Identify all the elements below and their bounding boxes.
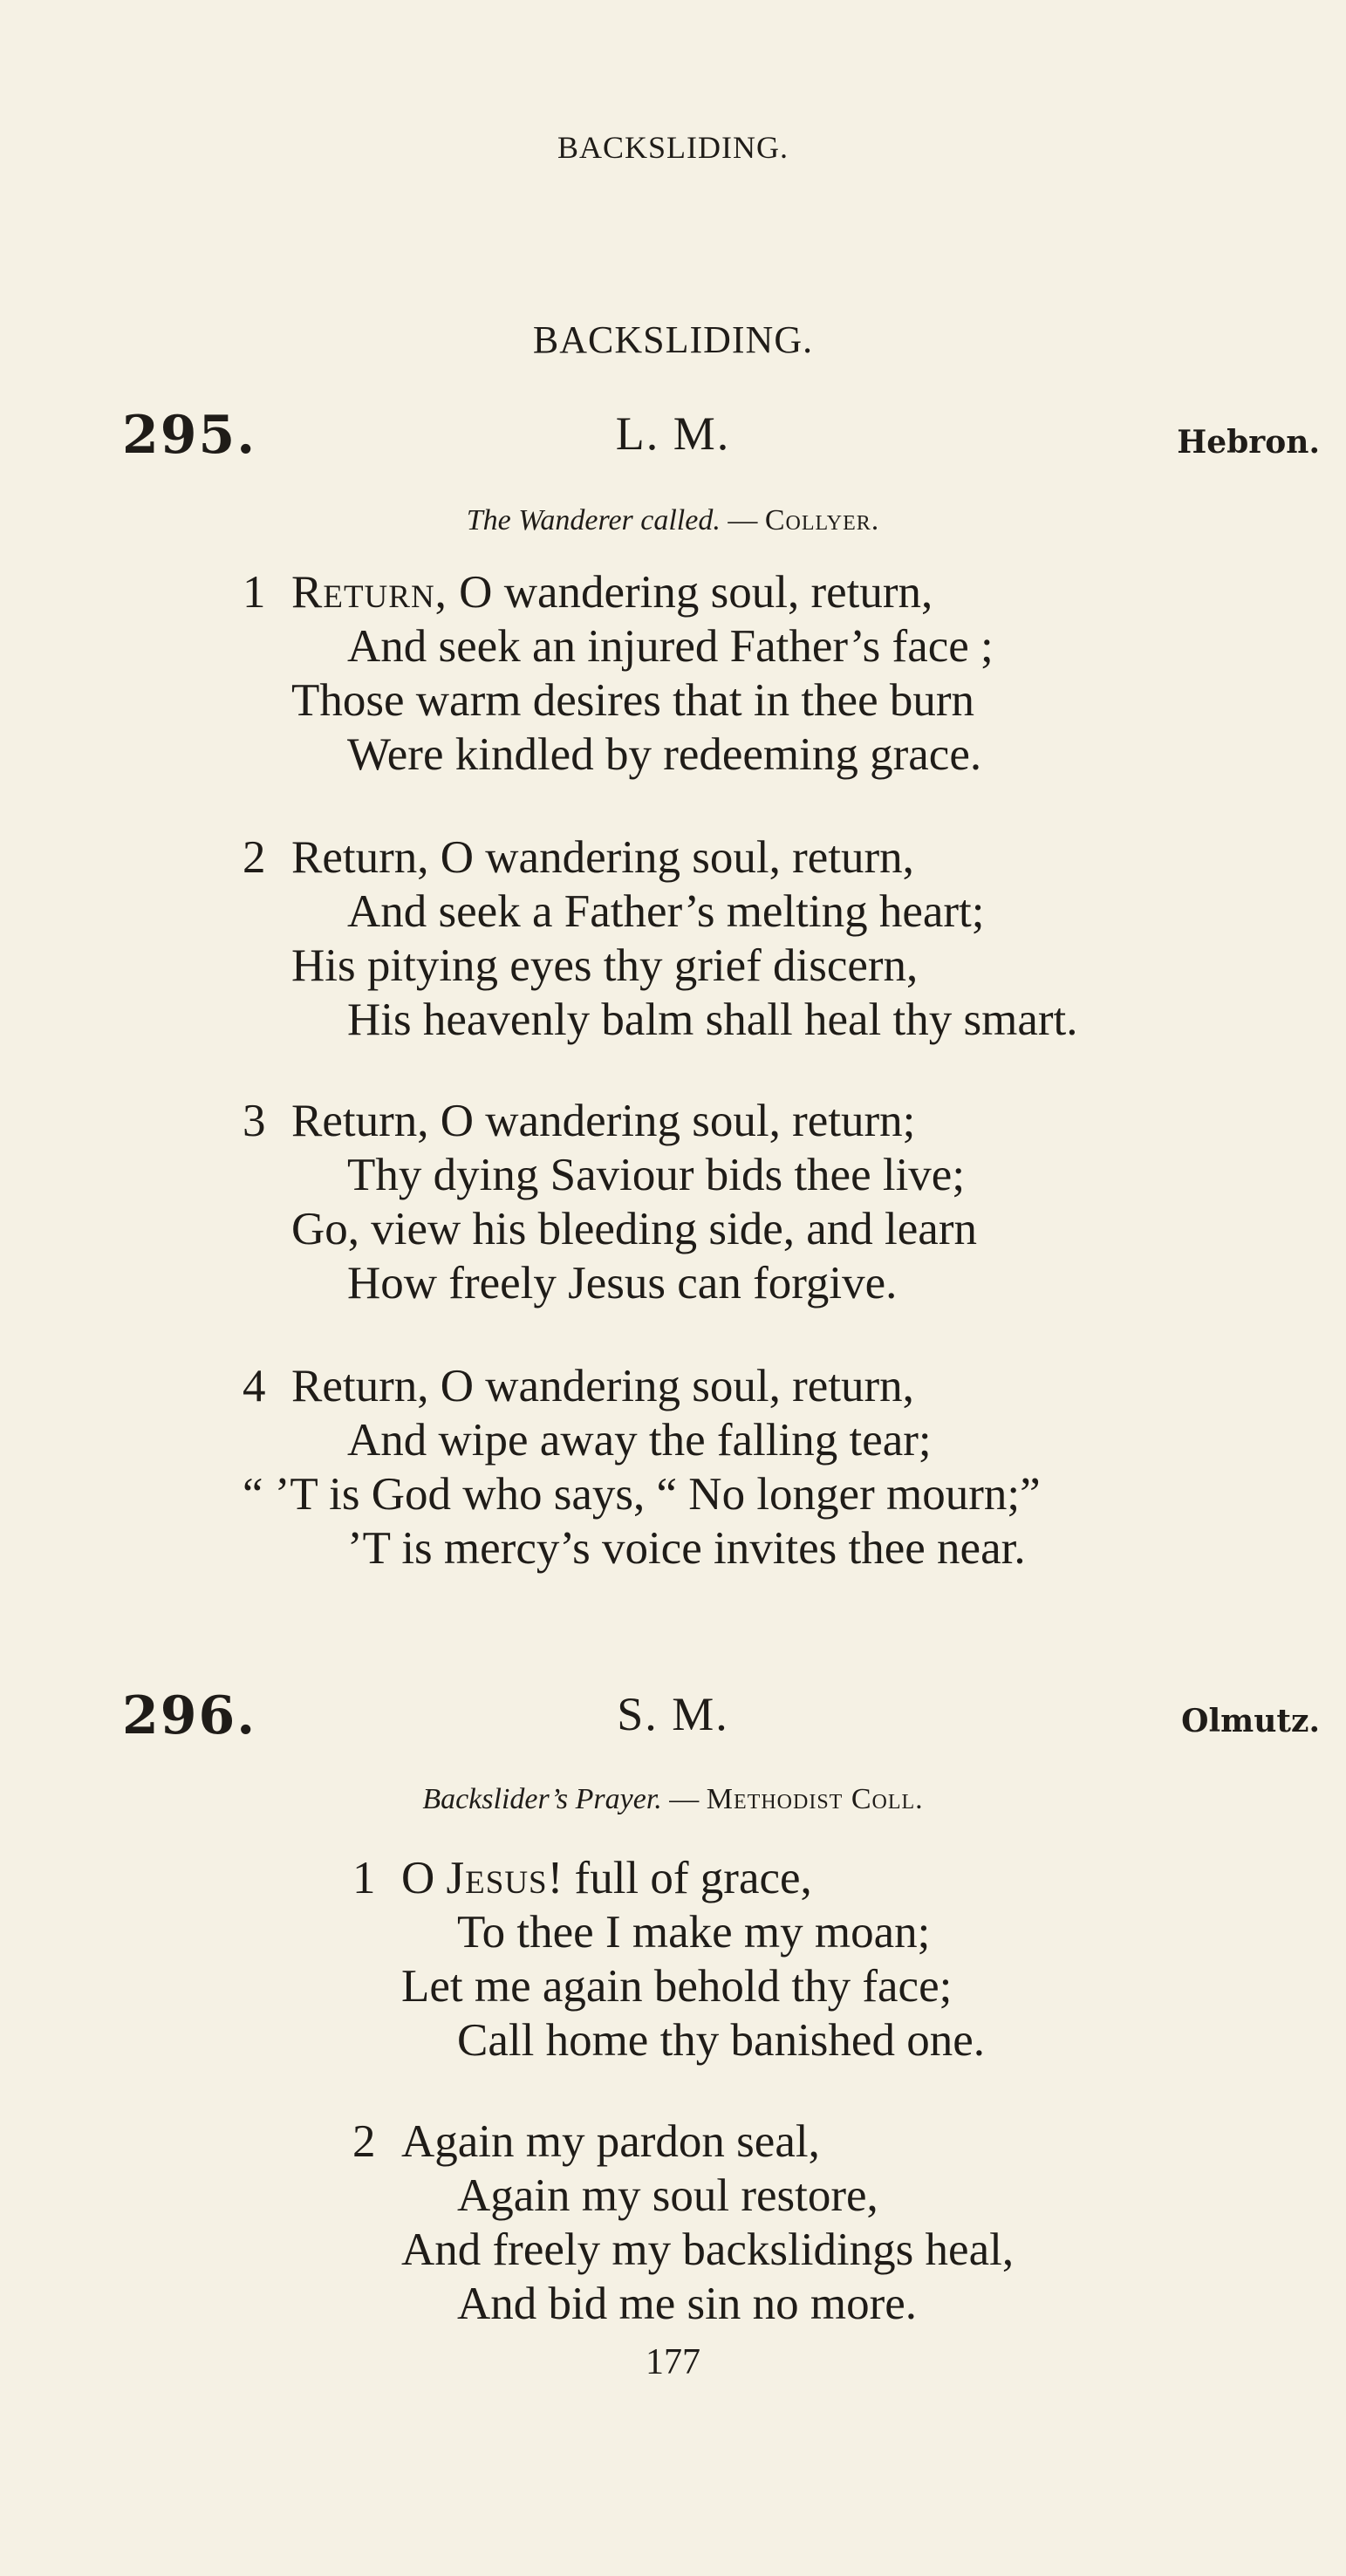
stanza-line-text: Return, O wandering soul, return;: [291, 1096, 916, 1146]
stanza-line: “ ’T is God who says, “ No longer mourn;”: [243, 1469, 1041, 1520]
stanza-line: [243, 1359, 1041, 1413]
stanza-line-text: O wandering soul, return,: [447, 567, 933, 618]
stanza: [352, 2115, 1015, 2331]
stanza-line: Let me again behold thy face;: [401, 1961, 953, 2012]
subtitle-dash: —: [720, 504, 765, 536]
stanza-first-word: Return,: [291, 567, 448, 618]
hymn-author: Methodist Coll.: [706, 1783, 924, 1815]
stanza-line: [243, 565, 994, 619]
stanza-line-text: Again my pardon seal,: [401, 2116, 820, 2167]
hymn-title: The Wanderer called.: [466, 504, 721, 536]
stanza: [352, 1851, 985, 2067]
stanza-number: 2: [352, 2116, 376, 2167]
stanza-number: 3: [243, 1096, 266, 1146]
hymn-meter: S. M.: [617, 1688, 729, 1740]
stanza-line: [243, 1094, 977, 1148]
stanza-line-text: Return, O wandering soul, return,: [291, 1361, 914, 1411]
stanza-line: How freely Jesus can forgive.: [347, 1258, 898, 1308]
hymn-title: Backslider’s Prayer.: [422, 1783, 662, 1815]
stanza-line: And bid me sin no more.: [457, 2279, 917, 2329]
stanza-line: Go, view his bleeding side, and learn: [291, 1204, 977, 1254]
stanza-line: And seek an injured Father’s face ;: [347, 621, 994, 672]
stanza-line: And wipe away the falling tear;: [347, 1415, 932, 1466]
stanza: [243, 1359, 1041, 1575]
stanza-line: Were kindled by redeeming grace.: [347, 729, 982, 780]
stanza-line: His pitying eyes thy grief discern,: [291, 940, 919, 991]
stanza: [243, 1094, 977, 1310]
stanza-line: Thy dying Saviour bids thee live;: [347, 1150, 966, 1200]
hymn-subtitle: [0, 1783, 1346, 1816]
stanza-number: 2: [243, 832, 266, 883]
stanza-line: And freely my backslidings heal,: [401, 2224, 1015, 2275]
stanza: [243, 830, 1078, 1047]
tune-name: Hebron.: [1177, 424, 1320, 461]
hymn-meter: L. M.: [615, 407, 731, 460]
stanza-line: Again my soul restore,: [457, 2170, 878, 2221]
stanza-line: [352, 2115, 1014, 2169]
stanza-line: [243, 830, 1078, 885]
hymn-subtitle: [0, 504, 1346, 537]
page-number: 177: [646, 2342, 700, 2382]
stanza-line-prefix: O: [401, 1853, 447, 1903]
stanza-line: Call home thy banished one.: [457, 2015, 985, 2066]
stanza-line-text: ! full of grace,: [547, 1853, 812, 1903]
hymn-author: Collyer.: [764, 504, 880, 536]
stanza-number: 1: [352, 1853, 376, 1903]
stanza-first-word: Jesus: [446, 1853, 548, 1903]
running-head: BACKSLIDING.: [557, 130, 789, 165]
hymn-number: 296.: [122, 1685, 257, 1746]
section-title: BACKSLIDING.: [532, 318, 814, 361]
tune-name: Olmutz.: [1181, 1703, 1320, 1739]
stanza-line: And seek a Father’s melting heart;: [347, 886, 985, 937]
hymn-number: 295.: [122, 405, 257, 466]
stanza-line: ’T is mercy’s voice invites thee near.: [347, 1523, 1026, 1574]
stanza-number: 4: [243, 1361, 266, 1411]
stanza-line-text: Return, O wandering soul, return,: [291, 832, 914, 883]
stanza-line: His heavenly balm shall heal thy smart.: [347, 994, 1078, 1045]
stanza-number: 1: [243, 567, 266, 618]
stanza-line: [352, 1851, 985, 1905]
stanza-line: To thee I make my moan;: [457, 1907, 931, 1958]
stanza: [243, 565, 994, 782]
stanza-line: Those warm desires that in thee burn: [291, 675, 974, 726]
subtitle-dash: —: [661, 1783, 707, 1815]
